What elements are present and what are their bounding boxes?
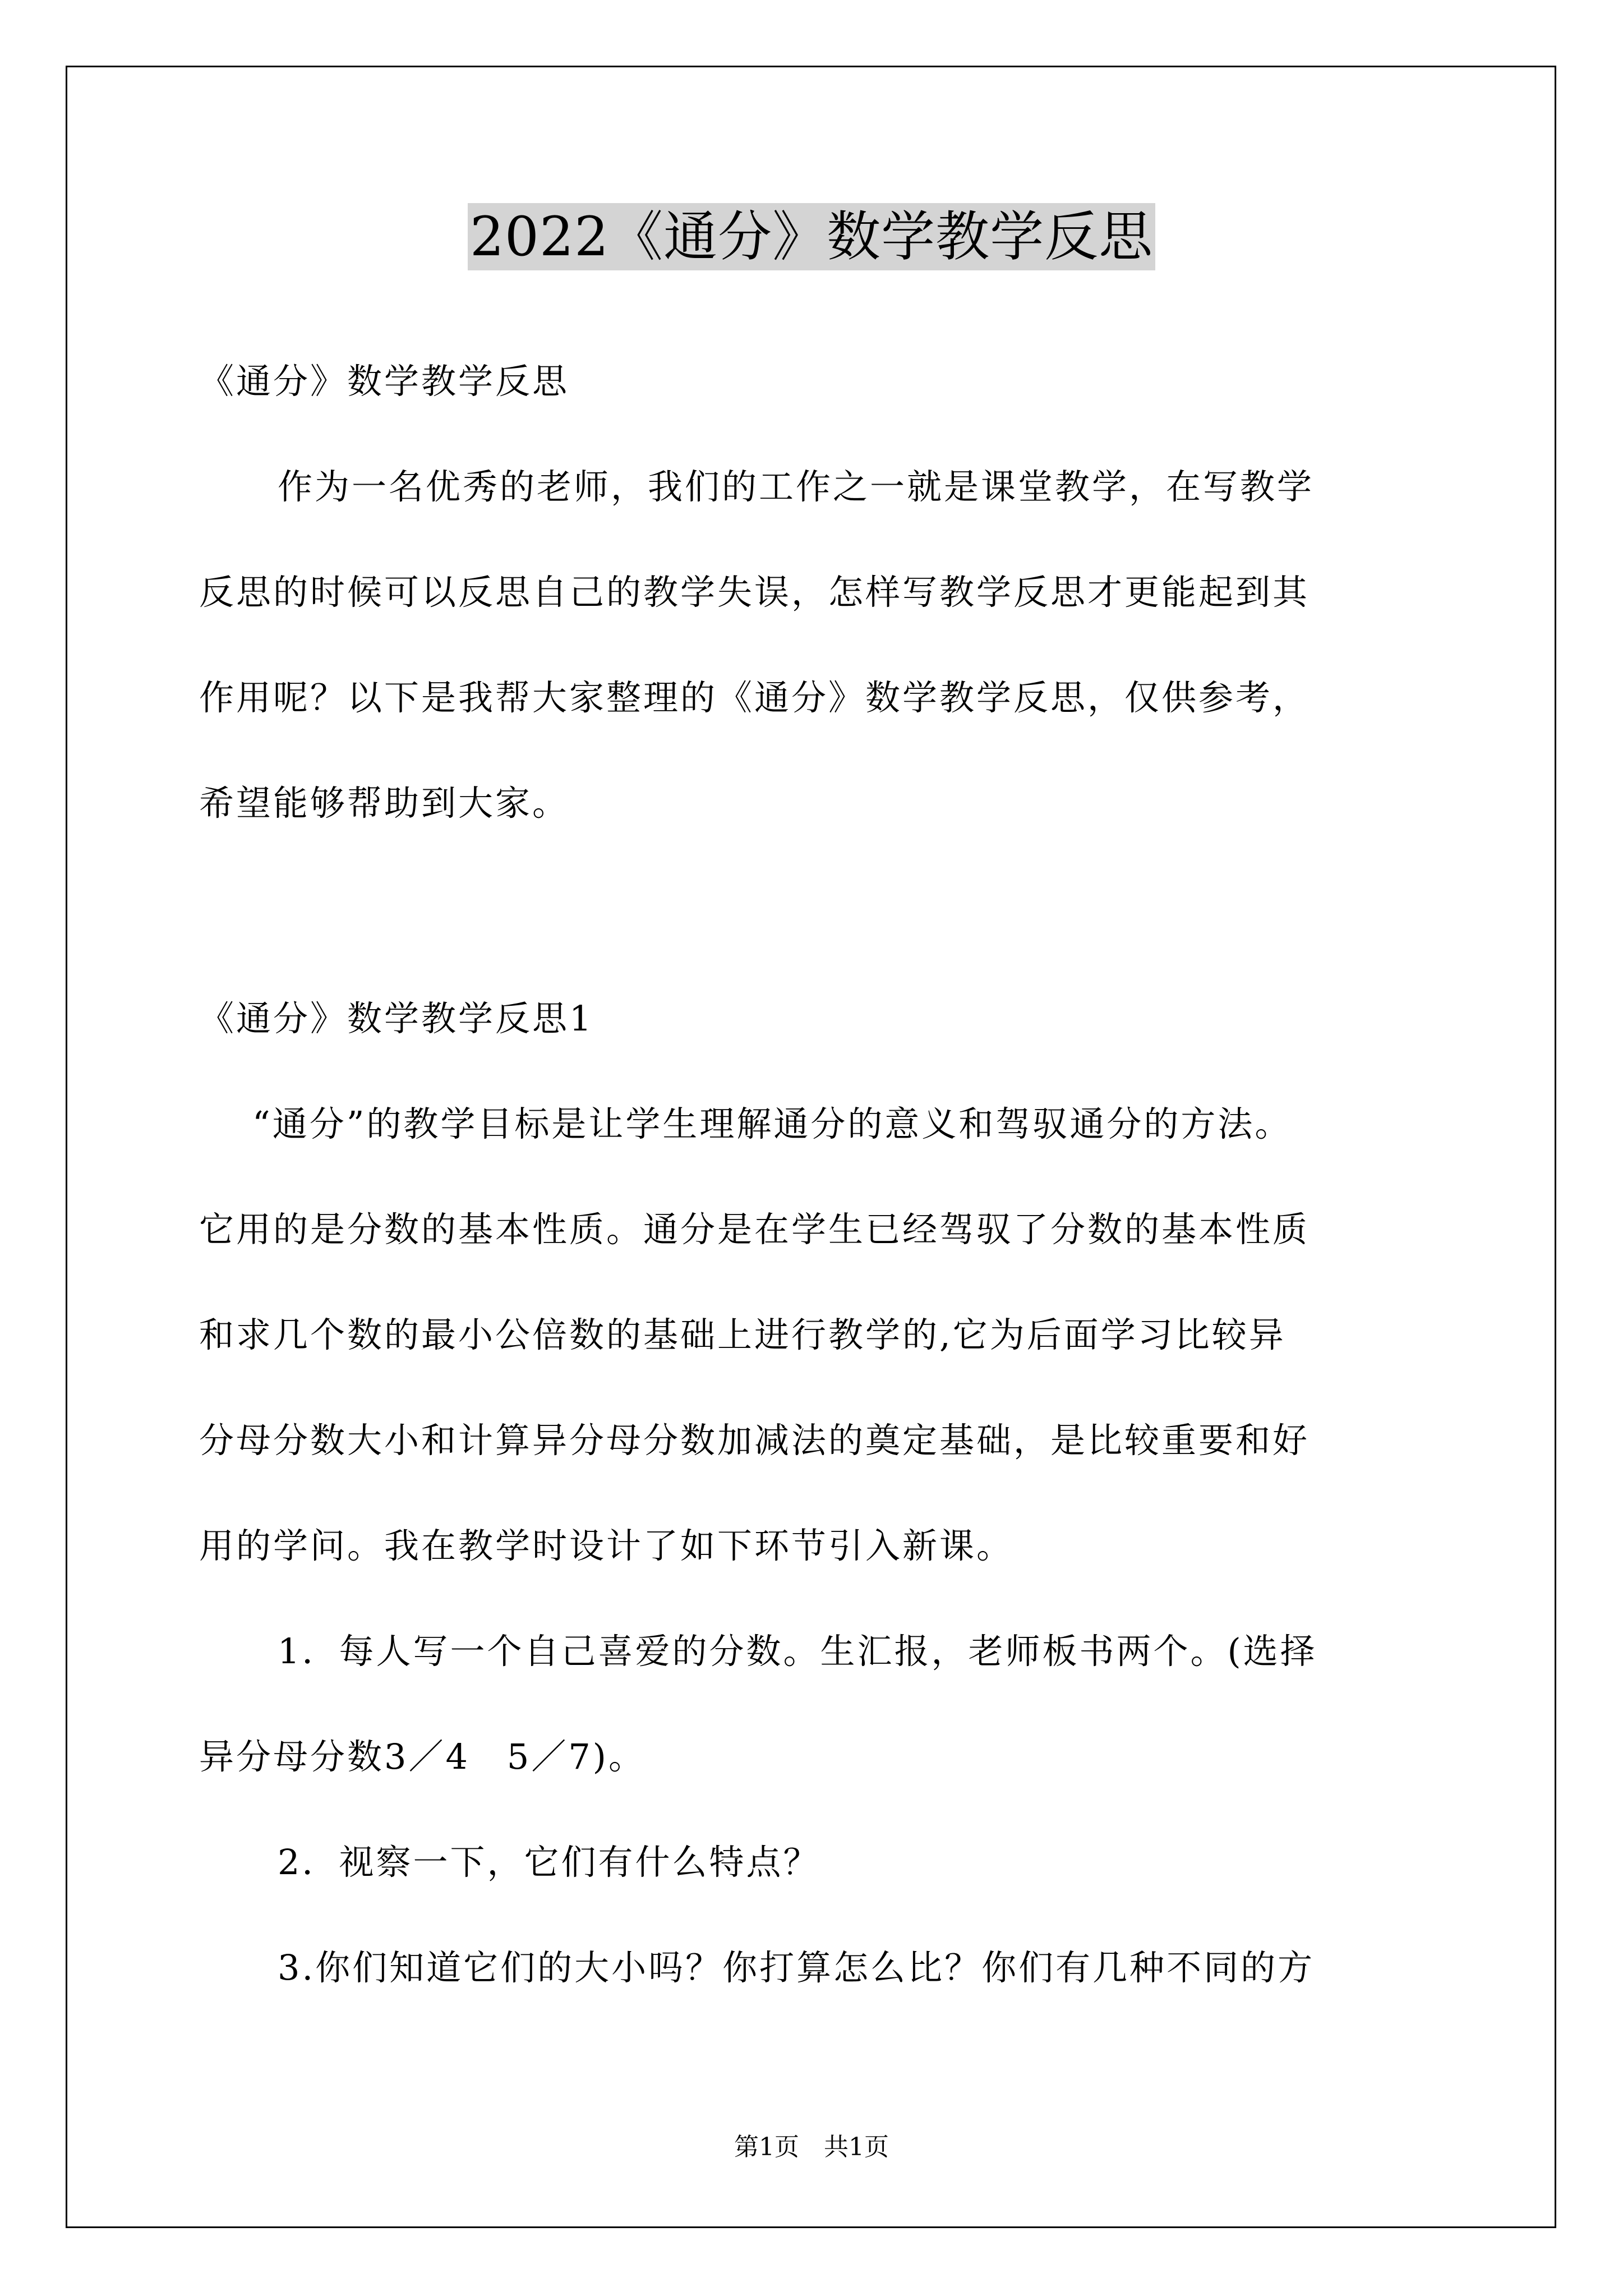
list-item: 1．每人写一个自己喜爱的分数。生汇报，老师板书两个。(选择 [278, 1631, 1317, 1672]
section-heading: 《通分》数学教学反思1 [199, 998, 594, 1039]
paragraph-line: 它用的是分数的基本性质。通分是在学生已经驾驭了分数的基本性质 [199, 1209, 1310, 1250]
page-footer: 第1页 共1页 [734, 2133, 889, 2161]
subtitle: 《通分》数学教学反思 [199, 361, 570, 402]
list-item: 3.你们知道它们的大小吗？你打算怎么比？你们有几种不同的方 [278, 1947, 1315, 1988]
list-item-continuation: 异分母分数3／4 5／7)。 [199, 1736, 645, 1777]
paragraph-line: 作为一名优秀的老师，我们的工作之一就是课堂教学，在写教学 [278, 466, 1315, 507]
title-container [0, 203, 1623, 270]
list-item: 2．视察一下，它们有什么特点？ [278, 1842, 820, 1883]
paragraph-line: 分母分数大小和计算异分母分数加减法的奠定基础，是比较重要和好 [199, 1420, 1310, 1461]
paragraph-line: 和求几个数的最小公倍数的基础上进行教学的,它为后面学习比较异 [199, 1314, 1286, 1355]
paragraph-line: 用的学问。我在教学时设计了如下环节引入新课。 [199, 1525, 1014, 1566]
paragraph-line: 希望能够帮助到大家。 [199, 783, 570, 823]
paragraph-line: “通分”的教学目标是让学生理解通分的意义和驾驭通分的方法。 [252, 1103, 1292, 1144]
document-title: 2022《通分》数学教学反思 [468, 203, 1155, 270]
paragraph-line: 反思的时候可以反思自己的教学失误，怎样写教学反思才更能起到其 [199, 572, 1310, 613]
paragraph-line: 作用呢？以下是我帮大家整理的《通分》数学教学反思，仅供参考， [199, 677, 1310, 718]
